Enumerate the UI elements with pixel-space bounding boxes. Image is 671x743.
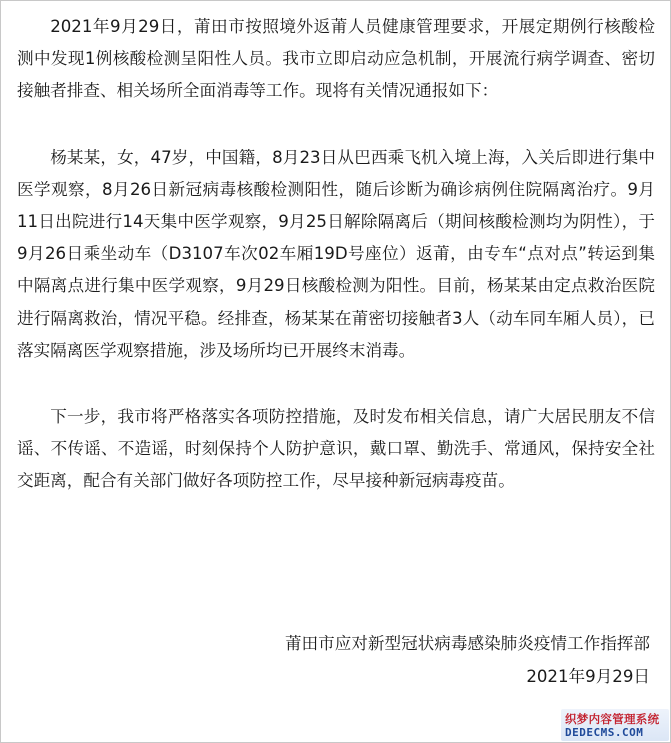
signature-date: 2021年9月29日	[526, 667, 650, 686]
paragraph-spacer	[17, 108, 655, 142]
signature-organization: 莆田市应对新型冠状病毒感染肺炎疫情工作指挥部	[284, 634, 650, 653]
paragraph-case-details: 杨某某，女，47岁，中国籍，8月23日从巴西乘飞机入境上海，入关后即进行集中医学观察，8月26日新冠病毒核酸检测阳性，随后诊断为确诊病例住院隔离治疗。9月11日出院进行14天集中医学观察，9月25日解除隔离后（期间核酸检测均为阴性），于9月26日乘坐动车（D3107车次02车厢19D号座位）返莆，由专车“点对点”转运到集中隔离点进行集中医学观察，9月29日核酸检测为阳性。目前，杨某某由定点救治医院进行隔离救治，情况平稳。经排查，杨某某在莆密切接触者3人（动车同车厢人员），已落实隔离医学观察措施，涉及场所均已开展终末消毒。	[17, 147, 655, 360]
dedecms-watermark	[561, 709, 669, 741]
watermark-url: DEDECMS.COM	[565, 726, 644, 739]
paragraph-intro: 2021年9月29日，莆田市按照境外返莆人员健康管理要求，开展定期例行核酸检测中发现1例核酸检测呈阳性人员。我市立即启动应急机制，开展流行病学调查、密切接触者排查、相关场所全面消毒等工作。现将有关情况通报如下：	[17, 17, 655, 101]
paragraph-next-steps: 下一步，我市将严格落实各项防控措施，及时发布相关信息，请广大居民朋友不信谣、不传谣、不造谣，时刻保持个人防护意识，戴口罩、勤洗手、常通风，保持安全社交距离，配合有关部门做好各项防控工作，尽早接种新冠病毒疫苗。	[17, 407, 655, 491]
watermark-title: 织梦内容管理系统	[565, 712, 660, 726]
paragraph-spacer	[17, 367, 655, 401]
notice-body	[17, 11, 655, 498]
